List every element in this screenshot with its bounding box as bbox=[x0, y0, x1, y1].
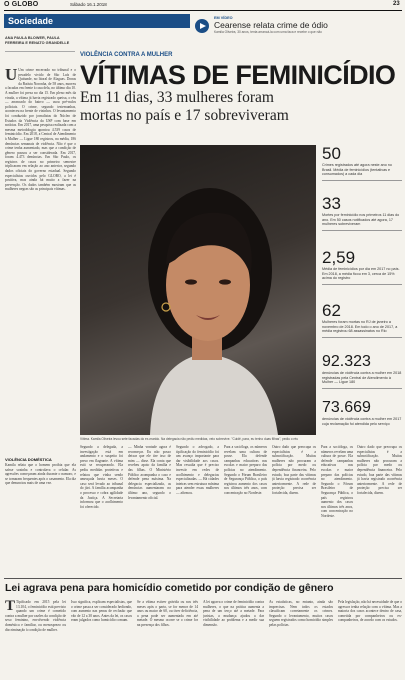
body-column-7: Para a socióloga, os números revelam uma cultura de posse. Ela defende campanhas educativas nas escolas e maior preparo das polícias no atendimento. Segundo o Fórum Brasileiro de Segurança Pública, o país registrou aumento dos casos nos últimos três anos, com concentração no Nordeste. bbox=[321, 445, 353, 518]
kicker: VIOLÊNCIA CONTRA A MULHER bbox=[80, 52, 173, 58]
edition-date: Sábado 16.1.2018 bbox=[70, 2, 107, 7]
body-column-1: Segundo a delegada, a investigação está em andamento e o suspeito foi preso em flagrante. A vítima está se recuperando. Ela pediu medidas protetivas e relatou que vinha sendo ameaçada havia meses. O caso será levado ao tribunal do júri. A família acompanha o processo e cobra agilidade da Justiça. A Secretaria informou que o acolhimento foi oferecido. bbox=[80, 445, 123, 509]
brand-logo: O GLOBO bbox=[4, 1, 39, 8]
body-column-2: — Minha vontade agora é recomeçar. Eu não posso deixar que ele tire isso de mim — disse. Ela conta que recebeu apoio da família e das filhas. O Ministério Público acompanha o caso e defende pena máxima. Na delegacia especializada, as denúncias aumentaram no último ano, segundo o levantamento oficial. bbox=[128, 445, 171, 500]
bottom-column-3: Se a vítima estiver grávida ou nos três meses após o parto, se for menor de 14 anos ou maior de 60, ou tiver deficiência, a pena pode ser aumentada em até metade. O mesmo ocorre se o crime for na presença dos filhos. bbox=[137, 600, 198, 627]
col1-text: O levantamento foi conduzido por jornalistas do Núcleo de Estudos da Violência da USP com base em notícias. Em 2017, uma pesquisa realizada com a mesma metodologia apontou 4.539 casos de feminicídio. Em 2018, a Central de Atendimento à Mulher — Ligue 180 registrou, na média, 186 denúncias semanais de violência. Não é que o crime tenha aumentado, mas que a condição de gênero passou a ser considerada. Em 2017, foram 4.473 denúncias. Em São Paulo, os registros de casos no primeiro semestre triplicaram em relação ao ano anterior, segundo dados oficiais do governo estadual. Segundo especialistas ouvidos pelo GLOBO, a lei é positiva, mas ainda há muito a fazer na prevenção. Os dados também mostram que as mulheres negras são as principais vítimas. bbox=[5, 109, 76, 192]
stat-number: 50 bbox=[322, 144, 341, 163]
bottom-column-5: As estatísticas, no entanto, ainda são imprecisas. Nem todos os estados classificam corretamente os crimes. Segundo o levantamento, muitos casos seguem registrados como homicídio simples pelas polícias. bbox=[269, 600, 333, 627]
stat-block bbox=[322, 302, 402, 338]
bottom-column-text: Tipificado em 2015 pela lei 13.104, o feminicídio está previsto quando um crime é cometido contra a mulher por razões da condição de sexo feminino, envolvendo violência doméstica e familiar, ou menosprezo ou discriminação à condição de mulher. bbox=[5, 600, 66, 632]
article-photo bbox=[80, 145, 316, 435]
bottom-headline: Lei agrava pena para homicídio cometido por condição de gênero bbox=[5, 582, 334, 594]
stat-text: denúncias de violência contra a mulher em 2018 registradas pela Central de Atendimento à Mulher — Ligue 180 bbox=[322, 371, 402, 385]
stat-number: 33 bbox=[322, 194, 341, 213]
stat-text: Mulheres foram mortas no RJ de janeiro a novembro de 2018. Em todo o ano de 2017, a média registrou 68 assassinatos no Rio bbox=[322, 320, 398, 334]
bottom-column-1 bbox=[5, 600, 66, 678]
bottom-rule bbox=[4, 578, 402, 579]
body-column-6: Outro dado que preocupa os especialistas é a subnotificação. Muitas mulheres não procuram a polícia por medo ou dependência financeira. Pelo estudo, boa parte das vítimas já havia registrado ocorrência anteriormente. A rede de proteção precisa ser fortalecida, dizem. bbox=[357, 445, 402, 495]
col1-text-2: Kamila relata que o homem proibia que ela saísse sozinha e controlava o celular. As agressões começaram ainda durante o namoro, e se tornaram frequentes após o casamento. Ela diz que denunciou mais de uma vez. bbox=[5, 463, 76, 486]
byline-rule bbox=[5, 51, 75, 52]
headline: VÍTIMAS DE FEMINICÍDIO bbox=[80, 60, 396, 90]
stat-text: denúncias de violência contra a mulher em 2017 cuja reclamação foi atendida pelo serviço bbox=[322, 417, 402, 426]
photo-caption: Vítima. Kamila Oliveira levou sete facadas do ex-marido. Na delegacia não pediu medidas, veio sobrevive. "Cuidê, para, eu tenho duas filhas", pediu o réu bbox=[80, 437, 299, 441]
lead-paragraph bbox=[5, 68, 76, 334]
bottom-column-6: Pela legislação, não há necessidade de que o agressor tenha relação com a vítima. Mas a maioria dos casos acontece dentro de casa, cometida por companheiros ou ex-companheiros, de acordo com os estudos. bbox=[338, 600, 402, 623]
promo-label: EM VÍDEO bbox=[214, 16, 233, 20]
stat-block bbox=[322, 353, 402, 389]
bottom-column-2: Isso significa, explicam especialistas, que o crime passa a ser considerado hediondo, com aumento nas penas de reclusão que vão de 12 a 30 anos. Antes da lei, os casos eram julgados como homicídio comum. bbox=[71, 600, 132, 623]
lead-text: Um crime encerrado no tribunal e o pesadelo vivido de São Luís de Quitunde, no litoral de Alagoas. Donas da Batista Noronha, de 58 anos, morreu a facadas em frente à casa dela, no último dia 10. A mulher foi presa no dia 15. Em pleno mês da virada, a vítima já havia registrado queixa, o réu — arrancado do bairro — usou pré-nulos policiais. O crime, segundo testemunhas, aconteceu na frente de vizinhos. bbox=[5, 68, 76, 114]
section-label: Sociedade bbox=[4, 14, 190, 28]
stat-block bbox=[322, 399, 402, 426]
body-column-4: Para a socióloga, os números revelam uma cultura de posse. Ela defende campanhas educativas nas escolas e maior preparo das polícias no atendimento. Segundo o Fórum Brasileiro de Segurança Pública, o país registrou aumento dos casos nos últimos três anos, com concentração no Nordeste. bbox=[224, 445, 267, 495]
drop-cap: U bbox=[5, 68, 18, 84]
stats-sidebar bbox=[322, 145, 402, 440]
stat-block bbox=[322, 145, 402, 181]
drop-cap: T bbox=[5, 600, 16, 614]
deck: Em 11 dias, 33 mulheres foram mortas no país e 17 sobreviveram bbox=[80, 89, 289, 124]
stat-block bbox=[322, 249, 402, 285]
stat-text: Mortes por feminicídio nos primeiros 11 dias do ano. Em 50 casos notificados até agora, 17 mulheres sobreviveram bbox=[322, 213, 400, 227]
stat-number: 92.323 bbox=[322, 353, 371, 370]
stat-number: 2,59 bbox=[322, 248, 356, 267]
stat-number: 73.669 bbox=[322, 399, 371, 416]
stat-block bbox=[322, 195, 402, 231]
col1-subhead: VIOLÊNCIA DOMÉSTICA bbox=[5, 457, 52, 462]
video-promo[interactable] bbox=[188, 12, 402, 34]
stat-text: Crimes registrados até agora neste ano no Brasil. Média de feminicídios (tentativas e consumados) a cada dia bbox=[322, 163, 392, 177]
stat-text: Média de feminicídios por dia em 2017 no país. Em 2018, a média ficou em 3, cerca de 15% acima do registro bbox=[322, 267, 400, 281]
page-number: 23 bbox=[393, 1, 400, 7]
bottom-column-4: A lei agrava o crime de feminicídio contra mulheres, o que na prática aumenta a pena de um terço até a metade. Para juristas, a mudança ajudou a dar visibilidade ao problema e a medir sua dimensão. bbox=[203, 600, 264, 627]
portrait-illustration bbox=[80, 145, 316, 435]
body-column-3: Segundo o advogado, a tipificação do feminicídio foi um avanço importante para dar visibilidade aos casos. Mas ressalta que é preciso investir em redes de acolhimento e delegacias especializadas. — Há cidades inteiras sem estrutura mínima para atender essas mulheres — afirmou. bbox=[176, 445, 219, 495]
promo-text: Kamila Oliveira, 30 anos, tenta arrancá-la com uma faca e recebe o que não bbox=[214, 30, 322, 34]
top-bar bbox=[0, 0, 405, 9]
play-icon[interactable] bbox=[195, 19, 209, 33]
stat-number: 62 bbox=[322, 301, 341, 320]
byline: ANA PAULA BLOWER, PAULA FERREIRA E RENATO GRANDELLE bbox=[5, 36, 70, 45]
body-column-5: Outro dado que preocupa os especialistas é a subnotificação. Muitas mulheres não procuram a polícia por medo ou dependência financeira. Pelo estudo, boa parte das vítimas já havia registrado ocorrência anteriormente. A rede de proteção precisa ser fortalecida, dizem. bbox=[272, 445, 316, 495]
promo-title[interactable]: Cearense relata crime de ódio bbox=[214, 20, 328, 30]
top-rule bbox=[4, 10, 402, 11]
